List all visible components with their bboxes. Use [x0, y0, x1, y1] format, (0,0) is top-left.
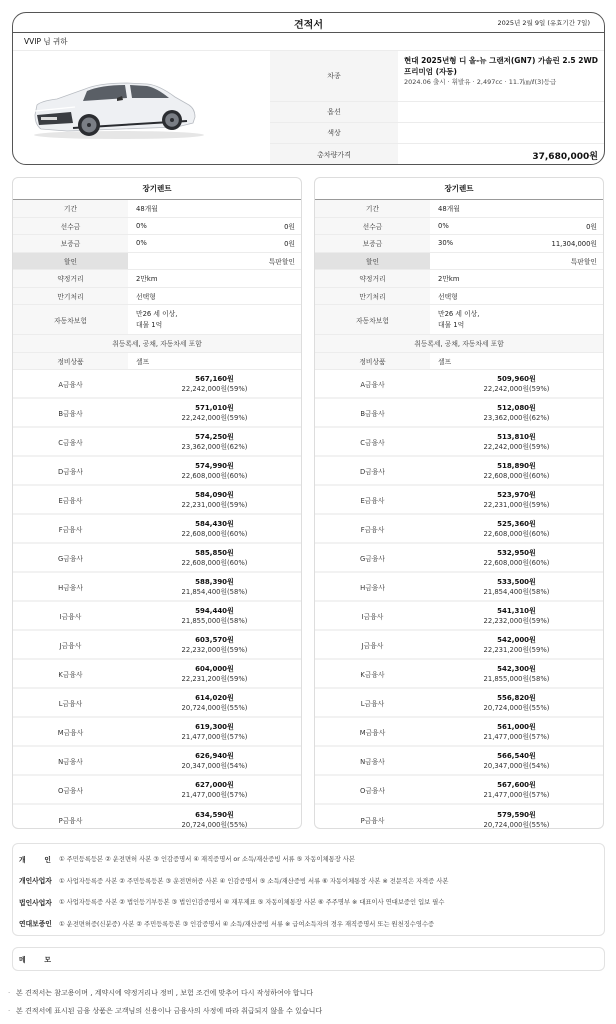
- monthly-payment: 588,390원: [195, 577, 234, 586]
- spec-row-model: [270, 51, 605, 102]
- deposit-pct: 30%: [438, 239, 454, 248]
- lender-values: [430, 805, 603, 829]
- lender-values: [128, 544, 301, 571]
- value-maturity: [430, 288, 603, 305]
- lender-name: P금융사: [360, 816, 385, 825]
- model-detail: 2024.06 출시 · 휘발유 · 2,497cc · 11.7㎞/ℓ(3)등급: [404, 78, 557, 86]
- label-mileage: 약정거리: [315, 270, 430, 287]
- lender-values: [128, 776, 301, 803]
- lender-values: [128, 631, 301, 658]
- row-maintenance: [13, 353, 301, 371]
- lender-name: H금융사: [360, 583, 385, 592]
- lender-name: I금융사: [361, 612, 384, 621]
- customer-name: VVIP 님 귀하: [13, 33, 604, 51]
- doc-label-part: 인: [44, 855, 51, 864]
- row-period: [315, 200, 603, 218]
- lender-name: A금융사: [360, 380, 385, 389]
- lender-name: B금융사: [360, 409, 385, 418]
- lender-values: [430, 370, 603, 397]
- label-mileage: 약정거리: [13, 270, 128, 287]
- row-deposit: [315, 235, 603, 253]
- lender-values: [128, 602, 301, 629]
- monthly-payment: 523,970원: [497, 490, 536, 499]
- rental-quote-title: 장기렌트: [315, 178, 603, 200]
- footnotes: [8, 984, 608, 1020]
- spec-value-options: [398, 102, 605, 122]
- lender-name: G금융사: [360, 554, 385, 563]
- value-deposit: [430, 235, 603, 252]
- row-deposit: [13, 235, 301, 253]
- spec-label-total-price: 총차량가격: [270, 144, 398, 165]
- lender-row: [13, 689, 301, 718]
- spec-row-total-price: [270, 144, 605, 165]
- row-prepayment: [13, 218, 301, 236]
- row-insurance: [13, 305, 301, 335]
- period-value: 48개월: [438, 205, 460, 214]
- lender-values: [430, 689, 603, 716]
- lender-row: [315, 544, 603, 573]
- monthly-payment: 525,360원: [497, 519, 536, 528]
- footnote: [8, 984, 608, 1002]
- spec-row-options: [270, 102, 605, 123]
- rental-quote-left: [12, 177, 302, 829]
- lender-values: [430, 747, 603, 774]
- row-maturity: [315, 288, 603, 306]
- lender-values: [128, 718, 301, 745]
- monthly-payment: 579,590원: [497, 810, 536, 819]
- lender-values: [128, 486, 301, 513]
- monthly-payment: 594,440원: [195, 606, 234, 615]
- maintenance-value: 셀프: [136, 357, 150, 366]
- maturity-value: 선택형: [438, 292, 458, 301]
- footnote-text: 본 견적서에 표시된 금융 상품은 고객님의 신용이나 금융사의 사정에 따라 취급되지 않을 수 있습니다: [16, 1007, 323, 1015]
- lender-name: B금융사: [58, 409, 83, 418]
- row-mileage: [13, 270, 301, 288]
- monthly-payment: 542,300원: [497, 664, 536, 673]
- monthly-payment: 533,500원: [497, 577, 536, 586]
- label-prepayment: 선수금: [315, 218, 430, 235]
- value-deposit: [128, 235, 301, 252]
- residual-value: 20,724,000원(55%): [483, 703, 550, 712]
- lender-row: [13, 602, 301, 631]
- lender-row: [315, 689, 603, 718]
- monthly-payment: 518,890원: [497, 461, 536, 470]
- residual-value: 22,231,000원(59%): [483, 500, 550, 509]
- lender-row: [315, 776, 603, 805]
- residual-value: 20,724,000원(55%): [181, 820, 248, 829]
- lender-name: L금융사: [58, 699, 83, 708]
- lender-row: [13, 544, 301, 573]
- car-image-area: [13, 51, 270, 165]
- lender-row: [315, 486, 603, 515]
- lender-name: E금융사: [58, 496, 83, 505]
- deposit-pct: 0%: [136, 239, 147, 248]
- label-maturity: 만기처리: [13, 288, 128, 305]
- footnote-text: 본 견적서는 참고용이며 , 계약시에 약정거리나 정비 , 보험 조건에 맞추어 다시 작성하여야 합니다: [16, 989, 314, 997]
- row-period: [13, 200, 301, 218]
- lender-row: [13, 631, 301, 660]
- monthly-payment: 574,250원: [195, 432, 234, 441]
- rental-quote-right: [314, 177, 604, 829]
- label-maintenance: 정비상품: [13, 353, 128, 370]
- spec-value-model: [398, 51, 605, 101]
- monthly-payment: 567,160원: [195, 374, 234, 383]
- maturity-value: 선택형: [136, 292, 156, 301]
- lender-row: [315, 457, 603, 486]
- lender-row: [315, 573, 603, 602]
- residual-value: 22,242,000원(59%): [483, 384, 550, 393]
- residual-value: 21,855,000원(58%): [483, 674, 550, 683]
- lender-row: [315, 515, 603, 544]
- residual-value: 22,232,000원(59%): [181, 645, 248, 654]
- residual-value: 22,242,000원(59%): [181, 413, 248, 422]
- lender-row: [13, 370, 301, 399]
- prepayment-pct: 0%: [438, 221, 449, 230]
- residual-value: 22,608,000원(60%): [483, 529, 550, 538]
- lender-row: [315, 718, 603, 747]
- lender-name: J금융사: [361, 641, 384, 650]
- footnote: [8, 1002, 608, 1020]
- lender-row: [315, 399, 603, 428]
- required-documents-card: [12, 843, 605, 936]
- insurance-age: 만26 세 이상,: [438, 309, 480, 318]
- quote-date: 2025년 2월 9일 (유효기간 7일): [497, 19, 590, 27]
- lender-name: E금융사: [360, 496, 385, 505]
- memo-label: [13, 954, 59, 964]
- lender-values: [430, 718, 603, 745]
- value-period: [430, 200, 603, 217]
- spec-label-model: 차종: [270, 51, 398, 101]
- lender-row: [315, 747, 603, 776]
- residual-value: 21,477,000원(57%): [181, 732, 248, 741]
- lender-values: [430, 602, 603, 629]
- label-period: 기간: [315, 200, 430, 217]
- lender-row: [315, 805, 603, 829]
- value-discount: [128, 253, 301, 270]
- label-insurance: 자동차보험: [315, 305, 430, 334]
- label-discount: 할인: [13, 253, 128, 270]
- doc-row-guarantor: [13, 913, 604, 935]
- residual-value: 22,608,000원(60%): [181, 529, 248, 538]
- row-discount: [315, 253, 603, 271]
- monthly-payment: 626,940원: [195, 751, 234, 760]
- monthly-payment: 584,090원: [195, 490, 234, 499]
- lender-row: [13, 515, 301, 544]
- deposit-amount: 11,304,000원: [551, 240, 597, 249]
- mileage-value: 2만km: [136, 275, 158, 284]
- monthly-payment: 584,430원: [195, 519, 234, 528]
- insurance-property: 대물 1억: [438, 320, 465, 329]
- residual-value: 20,347,000원(54%): [181, 761, 248, 770]
- lender-name: J금융사: [59, 641, 82, 650]
- bullet-icon: ·: [8, 1007, 11, 1015]
- value-maintenance: [128, 353, 301, 370]
- mileage-value: 2만km: [438, 275, 460, 284]
- monthly-payment: 541,310원: [497, 606, 536, 615]
- row-included-taxes: [13, 335, 301, 353]
- residual-value: 22,608,000원(60%): [181, 558, 248, 567]
- lender-list: [315, 370, 603, 829]
- spec-row-color: [270, 123, 605, 144]
- lender-row: [13, 805, 301, 829]
- lender-row: [13, 718, 301, 747]
- lender-name: M금융사: [359, 728, 386, 737]
- lender-values: [430, 457, 603, 484]
- memo-label-part: 모: [44, 956, 51, 964]
- lender-values: [128, 428, 301, 455]
- included-taxes: 취등록세, 공채, 자동차세 포함: [13, 335, 301, 352]
- value-insurance: [430, 305, 603, 334]
- monthly-payment: 604,000원: [195, 664, 234, 673]
- doc-label-guarantor: 연대보증인: [19, 920, 52, 929]
- rental-quote-title: 장기렌트: [13, 178, 301, 200]
- label-discount: 할인: [315, 253, 430, 270]
- residual-value: 20,724,000원(55%): [181, 703, 248, 712]
- monthly-payment: 512,080원: [497, 403, 536, 412]
- lender-row: [315, 602, 603, 631]
- lender-values: [430, 515, 603, 542]
- monthly-payment: 571,010원: [195, 403, 234, 412]
- monthly-payment: 567,600원: [497, 780, 536, 789]
- monthly-payment: 532,950원: [497, 548, 536, 557]
- value-mileage: [128, 270, 301, 287]
- lender-name: F금융사: [360, 525, 385, 534]
- prepayment-amount: 0원: [586, 222, 597, 231]
- maintenance-value: 셀프: [438, 357, 452, 366]
- lender-row: [315, 660, 603, 689]
- residual-value: 23,362,000원(62%): [181, 442, 248, 451]
- lender-row: [13, 573, 301, 602]
- doc-text-individual: ① 주민등록등본 ② 운전면허 사본 ③ 인감증명서 ④ 재직증명서 or 소득/재산증빙 서류 ⑤ 자동이체통장 사본: [59, 856, 355, 864]
- lender-values: [128, 573, 301, 600]
- lender-values: [430, 399, 603, 426]
- lender-values: [430, 486, 603, 513]
- doc-row-individual: [13, 848, 604, 870]
- monthly-payment: 627,000원: [195, 780, 234, 789]
- monthly-payment: 513,810원: [497, 432, 536, 441]
- monthly-payment: 566,540원: [497, 751, 536, 760]
- value-prepayment: [128, 218, 301, 235]
- lender-name: L금융사: [360, 699, 385, 708]
- row-insurance: [315, 305, 603, 335]
- residual-value: 21,854,400원(58%): [181, 587, 248, 596]
- label-maturity: 만기처리: [315, 288, 430, 305]
- total-price: 37,680,000원: [532, 151, 598, 162]
- label-deposit: 보증금: [315, 235, 430, 252]
- monthly-payment: 561,000원: [497, 722, 536, 731]
- label-prepayment: 선수금: [13, 218, 128, 235]
- quote-title-bar: [13, 13, 604, 33]
- label-insurance: 자동차보험: [13, 305, 128, 334]
- doc-label-corporation: 법인사업자: [19, 898, 52, 907]
- memo-card: [12, 947, 605, 971]
- label-period: 기간: [13, 200, 128, 217]
- lender-name: F금융사: [58, 525, 83, 534]
- residual-value: 21,477,000원(57%): [483, 732, 550, 741]
- lender-name: H금융사: [58, 583, 83, 592]
- lender-name: O금융사: [359, 786, 386, 795]
- residual-value: 21,855,000원(58%): [181, 616, 248, 625]
- lender-name: O금융사: [57, 786, 84, 795]
- discount-value: 특판할인: [570, 257, 597, 266]
- lender-row: [315, 428, 603, 457]
- residual-value: 22,242,000원(59%): [483, 442, 550, 451]
- label-maintenance: 정비상품: [315, 353, 430, 370]
- spec-label-color: 색상: [270, 123, 398, 143]
- monthly-payment: 509,960원: [497, 374, 536, 383]
- lender-row: [315, 631, 603, 660]
- row-maturity: [13, 288, 301, 306]
- deposit-amount: 0원: [284, 240, 295, 249]
- discount-value: 특판할인: [268, 257, 295, 266]
- lender-values: [430, 428, 603, 455]
- doc-row-corporation: [13, 891, 604, 913]
- doc-row-sole-proprietor: [13, 870, 604, 892]
- residual-value: 22,242,000원(59%): [181, 384, 248, 393]
- residual-value: 22,231,200원(59%): [181, 674, 248, 683]
- monthly-payment: 614,020원: [195, 693, 234, 702]
- monthly-payment: 542,000원: [497, 635, 536, 644]
- doc-text-corporation: ① 사업자등록증 사본 ② 법인등기부등본 ③ 법인인감증명서 ④ 재무제표 ⑤ 자동이체통장 사본 ⑥ 주주명부 ※ 대표이사 연대보증인 입보 필수: [59, 899, 445, 907]
- lender-row: [13, 660, 301, 689]
- lender-row: [13, 428, 301, 457]
- lender-name: I금융사: [59, 612, 82, 621]
- lender-row: [13, 776, 301, 805]
- row-discount: [13, 253, 301, 271]
- value-mileage: [430, 270, 603, 287]
- lender-values: [128, 370, 301, 397]
- memo-label-part: 메: [19, 956, 26, 964]
- lender-name: M금융사: [57, 728, 84, 737]
- residual-value: 22,232,000원(59%): [483, 616, 550, 625]
- lender-values: [128, 515, 301, 542]
- vehicle-section: [13, 51, 604, 165]
- page-title: 견적서: [294, 20, 323, 31]
- period-value: 48개월: [136, 205, 158, 214]
- residual-value: 22,608,000원(60%): [181, 471, 248, 480]
- value-prepayment: [430, 218, 603, 235]
- car-image: [27, 71, 207, 141]
- lender-name: A금융사: [58, 380, 83, 389]
- monthly-payment: 574,990원: [195, 461, 234, 470]
- doc-label-individual: [13, 854, 59, 864]
- residual-value: 20,724,000원(55%): [483, 820, 550, 829]
- residual-value: 20,347,000원(54%): [483, 761, 550, 770]
- monthly-payment: 619,300원: [195, 722, 234, 731]
- lender-values: [430, 631, 603, 658]
- lender-values: [128, 399, 301, 426]
- quote-header-card: [12, 12, 605, 165]
- residual-value: 22,608,000원(60%): [483, 558, 550, 567]
- lender-values: [128, 660, 301, 687]
- row-mileage: [315, 270, 603, 288]
- residual-value: 23,362,000원(62%): [483, 413, 550, 422]
- value-insurance: [128, 305, 301, 334]
- prepayment-amount: 0원: [284, 222, 295, 231]
- monthly-payment: 634,590원: [195, 810, 234, 819]
- lender-name: D금융사: [58, 467, 83, 476]
- lender-name: N금융사: [360, 757, 385, 766]
- lender-name: D금융사: [360, 467, 385, 476]
- bullet-icon: ·: [8, 989, 11, 997]
- lender-values: [430, 660, 603, 687]
- label-deposit: 보증금: [13, 235, 128, 252]
- lender-values: [128, 805, 301, 829]
- vehicle-spec-table: [270, 51, 605, 165]
- lender-values: [128, 747, 301, 774]
- row-prepayment: [315, 218, 603, 236]
- lender-row: [13, 457, 301, 486]
- residual-value: 21,854,400원(58%): [483, 587, 550, 596]
- doc-label-part: 개: [19, 855, 26, 864]
- residual-value: 21,477,000원(57%): [483, 790, 550, 799]
- lender-name: K금융사: [360, 670, 385, 679]
- row-maintenance: [315, 353, 603, 371]
- value-maturity: [128, 288, 301, 305]
- doc-label-sole-proprietor: 개인사업자: [19, 877, 52, 886]
- doc-text-sole-proprietor: ① 사업자등록증 사본 ② 주민등록등본 ③ 운전면허증 사본 ④ 인감증명서 ⑤ 소득/재산증빙 서류 ⑥ 자동이체통장 사본 ※ 전문직은 자격증 사본: [59, 877, 449, 885]
- model-name: 현대 2025년형 디 올-뉴 그랜저(GN7) 가솔린 2.5 2WD 프리미엄 (자동): [404, 56, 598, 76]
- residual-value: 22,608,000원(60%): [483, 471, 550, 480]
- lender-values: [430, 544, 603, 571]
- insurance-age: 만26 세 이상,: [136, 309, 178, 318]
- value-maintenance: [430, 353, 603, 370]
- lender-row: [315, 370, 603, 399]
- lender-row: [13, 747, 301, 776]
- monthly-payment: 556,820원: [497, 693, 536, 702]
- lender-name: P금융사: [58, 816, 83, 825]
- row-included-taxes: [315, 335, 603, 353]
- lender-row: [13, 486, 301, 515]
- lender-values: [430, 573, 603, 600]
- lender-name: C금융사: [58, 438, 83, 447]
- insurance-property: 대물 1억: [136, 320, 163, 329]
- lender-name: G금융사: [58, 554, 83, 563]
- lender-values: [128, 689, 301, 716]
- monthly-payment: 585,850원: [195, 548, 234, 557]
- value-discount: [430, 253, 603, 270]
- spec-value-color: [398, 123, 605, 143]
- lender-list: [13, 370, 301, 829]
- included-taxes: 취등록세, 공채, 자동차세 포함: [315, 335, 603, 352]
- lender-name: K금융사: [58, 670, 83, 679]
- doc-text-guarantor: ① 운전면허증(신분증) 사본 ② 주민등록등본 ③ 인감증명서 ④ 소득/재산증빙 서류 ※ 급여소득자의 경우 재직증명서 또는 원천징수영수증: [59, 920, 435, 928]
- lender-name: C금융사: [360, 438, 385, 447]
- residual-value: 21,477,000원(57%): [181, 790, 248, 799]
- lender-values: [430, 776, 603, 803]
- residual-value: 22,231,000원(59%): [181, 500, 248, 509]
- prepayment-pct: 0%: [136, 221, 147, 230]
- monthly-payment: 603,570원: [195, 635, 234, 644]
- lender-row: [13, 399, 301, 428]
- residual-value: 22,231,200원(59%): [483, 645, 550, 654]
- spec-label-options: 옵션: [270, 102, 398, 122]
- value-period: [128, 200, 301, 217]
- lender-values: [128, 457, 301, 484]
- lender-name: N금융사: [58, 757, 83, 766]
